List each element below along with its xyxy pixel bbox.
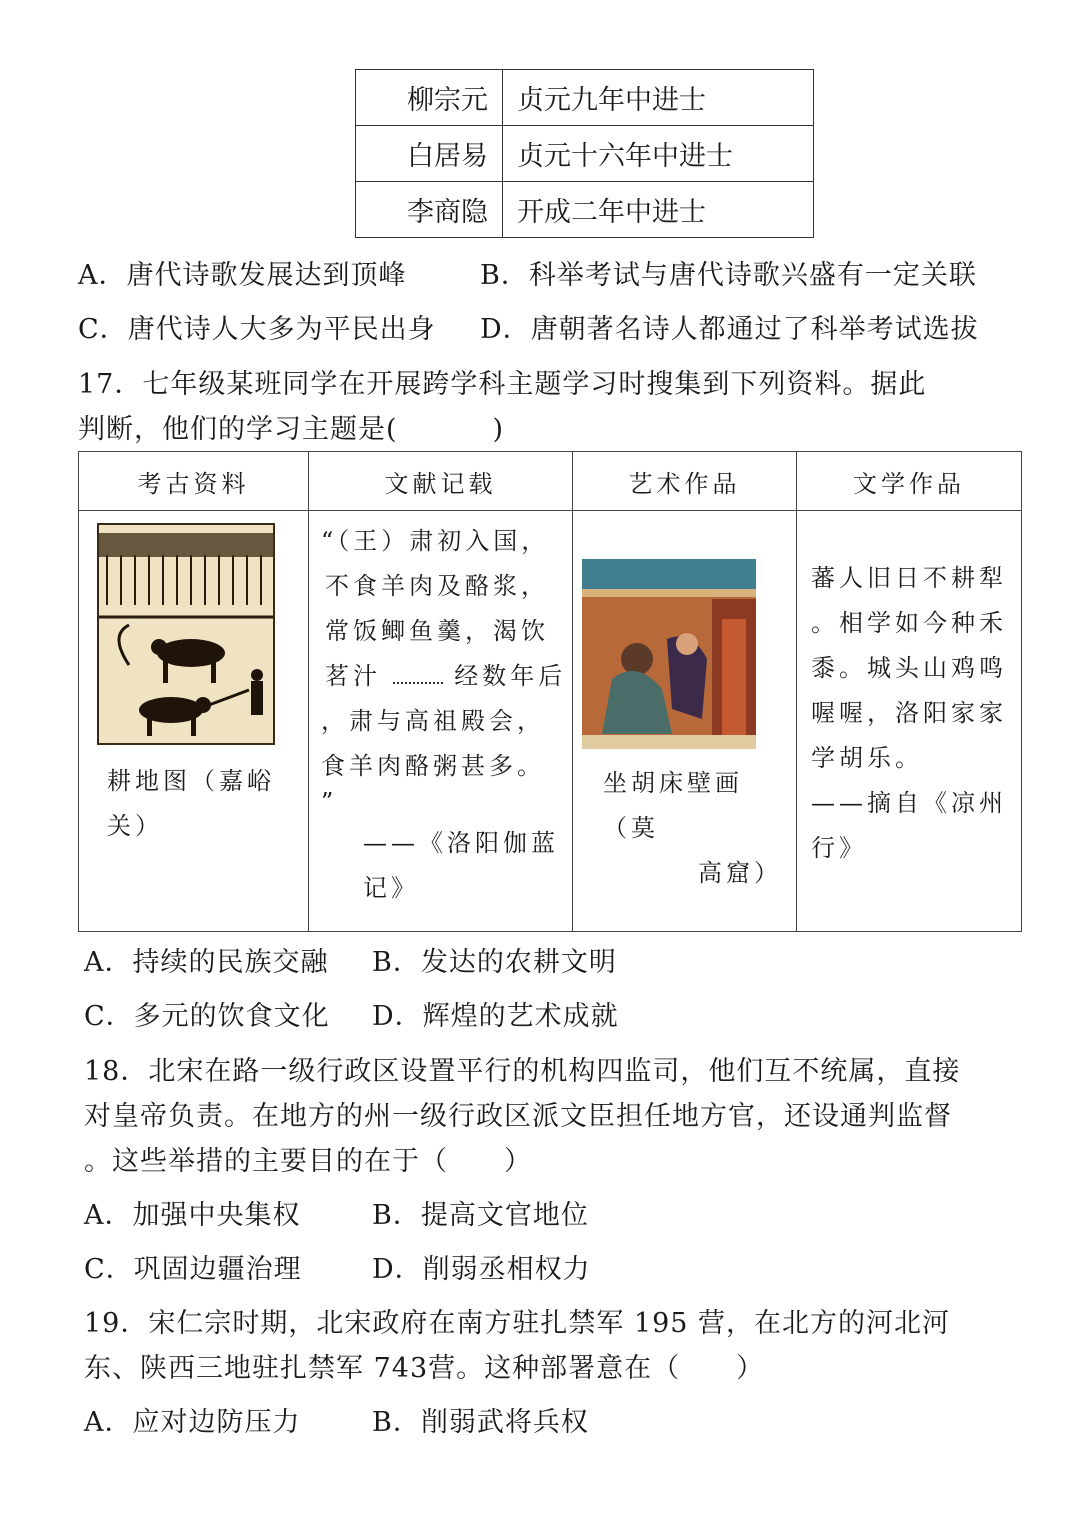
q17-option-d: D．辉煌的艺术成就 <box>372 1001 619 1032</box>
document-line: ，肃与高祖殿会， <box>321 707 545 735</box>
table-header-row <box>79 452 1022 511</box>
q16-option-b: B．科举考试与唐代诗歌兴盛有一定关联 <box>480 260 977 291</box>
q17-option-a: A．持续的民族交融 <box>84 947 329 978</box>
document-line: 常饭鲫鱼羹，渴饮 <box>325 617 549 645</box>
q17-stem-line2: 判断，他们的学习主题是( ) <box>78 414 505 445</box>
q19-stem-line: 东、陕西三地驻扎禁军 743营。这种部署意在（ ） <box>84 1353 765 1384</box>
table-row <box>356 70 814 126</box>
art-caption: 坐胡床壁画（莫 <box>603 769 743 842</box>
document-line: “（王）肃初入国， <box>321 527 550 555</box>
poet-info: 开成二年中进士 <box>503 182 814 238</box>
q17-option-b: B．发达的农耕文明 <box>372 947 617 978</box>
q18-option-d: D．削弱丞相权力 <box>372 1254 591 1285</box>
fresco-image <box>582 559 756 749</box>
q18-option-a: A．加强中央集权 <box>84 1200 301 1231</box>
header-art: 艺术作品 <box>573 452 797 511</box>
q17-option-c: C．多元的饮食文化 <box>84 1001 330 1032</box>
archaeology-caption: 耕地图（嘉峪 <box>107 767 275 795</box>
document-source: 记》 <box>363 874 419 902</box>
q16-option-d: D．唐朝著名诗人都通过了科举考试选拔 <box>480 314 979 345</box>
q18-stem-line: 。这些举措的主要目的在于（ ） <box>84 1146 532 1177</box>
q16-option-a: A．唐代诗歌发展达到顶峰 <box>78 260 407 291</box>
q19-stem-line: 19．宋仁宗时期，北宋政府在南方驻扎禁军 195 营，在北方的河北河 <box>84 1308 951 1339</box>
art-cell <box>573 511 797 932</box>
header-archaeology: 考古资料 <box>79 452 309 511</box>
q18-option-b: B．提高文官地位 <box>372 1200 589 1231</box>
document-source: ——《洛阳伽蓝 <box>363 829 559 857</box>
poet-name: 柳宗元 <box>356 70 503 126</box>
literature-cell <box>797 511 1022 932</box>
literature-source: 行》 <box>811 834 867 862</box>
poet-name: 李商隐 <box>356 182 503 238</box>
document-cell <box>309 511 573 932</box>
table-row <box>79 511 1022 932</box>
literature-line: 学胡乐。 <box>811 744 923 772</box>
q18-stem-line: 18．北宋在路一级行政区设置平行的机构四监司，他们互不统属，直接 <box>84 1056 961 1087</box>
table-row <box>356 126 814 182</box>
document-line: 茗汁 经数年后 <box>325 662 567 690</box>
archaeology-cell <box>79 511 309 932</box>
document-line: 不食羊肉及酪浆， <box>325 572 549 600</box>
material-table <box>78 451 1022 932</box>
header-literature: 文学作品 <box>797 452 1022 511</box>
q18-stem-line: 对皇帝负责。在地方的州一级行政区派文臣担任地方官，还设通判监督 <box>84 1101 952 1132</box>
q17-stem-line1: 17．七年级某班同学在开展跨学科主题学习时搜集到下列资料。据此 <box>78 369 927 400</box>
document-line: 食羊肉酪粥甚多。 <box>321 752 545 780</box>
literature-source: ——摘自《凉州 <box>811 789 1007 817</box>
document-line: ” <box>321 788 338 816</box>
q19-option-a: A．应对边防压力 <box>84 1407 301 1438</box>
literature-line: 黍。城头山鸡鸣 <box>811 654 1007 682</box>
poet-info: 贞元九年中进士 <box>503 70 814 126</box>
q16-option-c: C．唐代诗人大多为平民出身 <box>78 314 436 345</box>
poet-name: 白居易 <box>356 126 503 182</box>
plowing-mural-image <box>97 523 275 745</box>
table-row <box>356 182 814 238</box>
literature-line: 喔喔，洛阳家家 <box>811 699 1007 727</box>
art-caption: 高窟） <box>698 859 782 887</box>
poet-info: 贞元十六年中进士 <box>503 126 814 182</box>
archaeology-caption: 关） <box>107 812 163 840</box>
q18-option-c: C．巩固边疆治理 <box>84 1254 302 1285</box>
header-document: 文献记载 <box>309 452 573 511</box>
q19-option-b: B．削弱武将兵权 <box>372 1407 589 1438</box>
literature-line: 。相学如今种禾 <box>811 609 1007 637</box>
literature-line: 蕃人旧日不耕犁 <box>811 564 1007 592</box>
poet-table <box>355 69 814 238</box>
